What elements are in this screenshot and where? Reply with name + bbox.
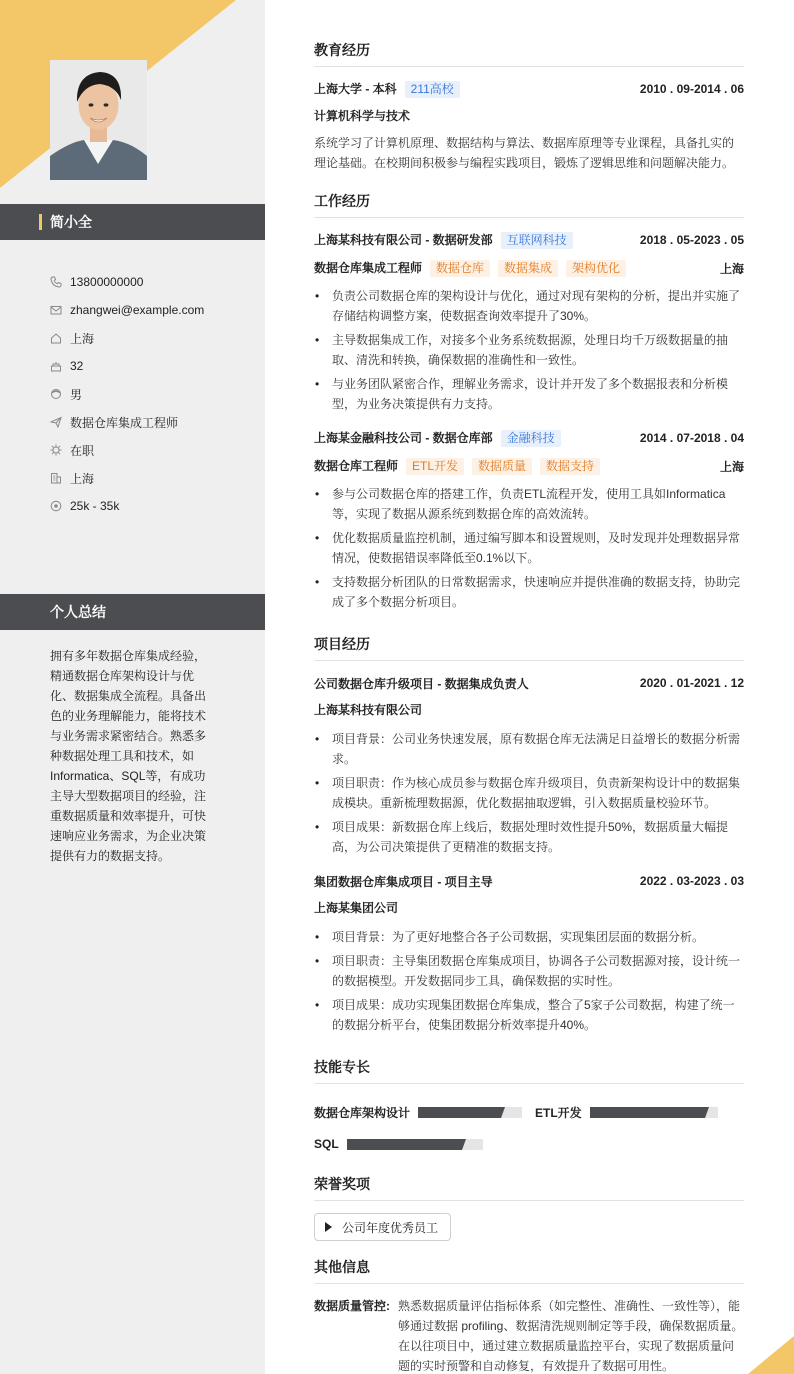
list-item: • 参与公司数据仓库的搭建工作，负责ETL流程开发，使用工具如Informatica等，实现了数据从源系统到数据仓库的高效流转。 xyxy=(314,484,744,524)
contact-phone xyxy=(50,268,250,296)
work-bullets xyxy=(314,484,744,612)
skill-bar xyxy=(347,1139,483,1150)
work-company: 上海某金融科技公司 - 数据仓库部 xyxy=(314,431,493,445)
work-role: 数据仓库集成工程师 xyxy=(314,261,423,275)
other-title: 其他信息 xyxy=(314,1257,744,1284)
contact-value: 32 xyxy=(70,359,84,373)
project-bullets xyxy=(314,729,744,857)
skills-list xyxy=(314,1096,744,1160)
work-role-row xyxy=(314,258,744,278)
project-bullets xyxy=(314,927,744,1035)
project-title: 项目经历 xyxy=(314,634,744,661)
mail-icon xyxy=(50,303,70,317)
education-major: 计算机科学与技术 xyxy=(314,109,411,123)
work-item xyxy=(314,428,744,612)
status-icon xyxy=(50,443,70,457)
other-section xyxy=(314,1257,744,1374)
skill-tag: 数据集成 xyxy=(498,260,558,277)
award-item xyxy=(314,1213,451,1241)
project-date: 2022 . 03-2023 . 03 xyxy=(639,874,744,888)
contact-position xyxy=(50,408,250,436)
skill-fill xyxy=(590,1107,705,1118)
school-tag: 211高校 xyxy=(405,81,460,98)
work-section xyxy=(314,191,744,612)
project-section xyxy=(314,634,744,1035)
work-header xyxy=(314,230,744,250)
work-date: 2014 . 07-2018 . 04 xyxy=(639,431,744,445)
main-content xyxy=(314,40,744,1374)
skills-section xyxy=(314,1057,744,1160)
summary-text: 拥有多年数据仓库集成经验，精通数据仓库架构设计与优化、数据集成全流程。具备出色的业务理解能力，能将技术与业务需求紧密结合。熟悉多种数据处理工具和技术，如Informatica、SQL等，有成功主导大型数据项目的经验，注重数据质量和效率提升，可快速响应业务需求，为企业决策提供有力的数据支持。 xyxy=(50,649,207,863)
corner-decoration-bottom xyxy=(748,1336,794,1374)
contact-city xyxy=(50,464,250,492)
contact-value: 男 xyxy=(70,387,83,402)
list-item: • 项目背景：为了更好地整合各子公司数据，实现集团层面的数据分析。 xyxy=(314,927,744,947)
work-header xyxy=(314,428,744,448)
work-industry-tag: 金融科技 xyxy=(501,430,561,447)
work-bullets xyxy=(314,286,744,414)
education-desc: 系统学习了计算机原理、数据结构与算法、数据库原理等专业课程，具备扎实的理论基础。在校期间积极参与编程实践项目，锻炼了逻辑思维和问题解决能力。 xyxy=(314,136,735,170)
contact-gender xyxy=(50,380,250,408)
school-name: 上海大学 - 本科 xyxy=(314,82,397,96)
list-item: • 项目成果：新数据仓库上线后，数据处理时效性提升50%，数据质量大幅提高，为公司决策提供了更精准的数据支持。 xyxy=(314,817,744,857)
skill-fill xyxy=(418,1107,501,1118)
skills-title: 技能专长 xyxy=(314,1057,744,1084)
gender-icon xyxy=(50,387,70,401)
other-label: 数据质量管控: xyxy=(314,1299,390,1313)
list-item: • 项目背景：公司业务快速发展，原有数据仓库无法满足日益增长的数据分析需求。 xyxy=(314,729,744,769)
list-item: • 支持数据分析团队的日常数据需求，快速响应并提供准确的数据支持，协助完成了多个数据分析项目。 xyxy=(314,572,744,612)
list-item: • 主导数据集成工作，对接多个业务系统数据源，处理日均千万级数据量的抽取、清洗和转换，确保数据的准确性和一致性。 xyxy=(314,330,744,370)
contact-status xyxy=(50,436,250,464)
name-bar xyxy=(0,204,265,240)
home-icon xyxy=(50,331,70,345)
list-item: • 项目职责：主导集团数据仓库集成项目，协调各子公司数据源对接，设计统一的数据模型。开发数据同步工具，确保数据的实时性。 xyxy=(314,951,744,991)
list-item: • 与业务团队紧密合作，理解业务需求，设计并开发了多个数据报表和分析模型，为业务决策提供有力支持。 xyxy=(314,374,744,414)
skill-fill xyxy=(347,1139,463,1150)
work-role-row xyxy=(314,456,744,476)
play-icon xyxy=(325,1222,332,1232)
project-org: 上海某集团公司 xyxy=(314,901,399,915)
skill-bar xyxy=(590,1107,718,1118)
contact-value: 上海 xyxy=(70,471,95,486)
name-accent-mark xyxy=(39,214,42,230)
contact-email xyxy=(50,296,250,324)
contact-value: 13800000000 xyxy=(70,275,144,289)
phone-icon xyxy=(50,275,70,289)
list-item: • 优化数据质量监控机制，通过编写脚本和设置规则，及时发现并处理数据异常情况，使数据错误率降低至0.1%以下。 xyxy=(314,528,744,568)
age-icon xyxy=(50,359,70,373)
education-section xyxy=(314,40,744,173)
skill-tag: ETL开发 xyxy=(406,458,464,475)
project-header xyxy=(314,673,744,693)
avatar xyxy=(50,60,147,180)
contact-value: 25k - 35k xyxy=(70,499,120,513)
candidate-name: 简小全 xyxy=(50,214,92,230)
work-industry-tag: 互联网科技 xyxy=(501,232,573,249)
project-item xyxy=(314,871,744,1035)
send-icon xyxy=(50,415,70,429)
project-header xyxy=(314,871,744,891)
building-icon xyxy=(50,471,70,485)
sidebar xyxy=(0,0,265,1374)
skill-tag: 架构优化 xyxy=(566,260,626,277)
skill-item xyxy=(314,1096,535,1128)
contact-value: 在职 xyxy=(70,443,95,458)
project-date: 2020 . 01-2021 . 12 xyxy=(639,676,744,690)
work-role: 数据仓库工程师 xyxy=(314,459,399,473)
list-item: • 项目成果：成功实现集团数据仓库集成，整合了5家子公司数据，构建了统一的数据分析平台，使集团数据分析效率提升40%。 xyxy=(314,995,744,1035)
other-row xyxy=(314,1296,744,1374)
work-city: 上海 xyxy=(719,261,744,276)
project-name: 公司数据仓库升级项目 - 数据集成负责人 xyxy=(314,676,529,691)
skill-bar xyxy=(418,1107,522,1118)
work-city: 上海 xyxy=(719,459,744,474)
education-date: 2010 . 09-2014 . 06 xyxy=(639,82,744,96)
skill-item xyxy=(314,1128,535,1160)
awards-section xyxy=(314,1174,744,1241)
project-item xyxy=(314,673,744,857)
education-header xyxy=(314,79,744,99)
list-item: • 项目职责：作为核心成员参与数据仓库升级项目，负责新架构设计中的数据集成模块。重新梳理数据源，优化数据抽取逻辑，引入数据质量校验环节。 xyxy=(314,773,744,813)
other-value: 熟悉数据质量评估指标体系（如完整性、准确性、一致性等），能够通过数据 profiling、数据清洗规则制定等手段，确保数据质量。在以往项目中，通过建立数据质量监控平台，实现了数据质量问题的实时预警和自动修复，有效提升了数据可用性。 xyxy=(398,1299,744,1373)
contact-value: zhangwei@example.com xyxy=(70,303,205,317)
contact-list xyxy=(50,268,250,520)
skill-tag: 数据仓库 xyxy=(430,260,490,277)
skill-item xyxy=(535,1096,718,1128)
skill-name: ETL开发 xyxy=(535,1105,582,1120)
salary-icon xyxy=(50,499,70,513)
project-org: 上海某科技有限公司 xyxy=(314,703,423,717)
award-label: 公司年度优秀员工 xyxy=(342,1220,439,1235)
work-date: 2018 . 05-2023 . 05 xyxy=(639,233,744,247)
contact-value: 数据仓库集成工程师 xyxy=(70,415,179,430)
awards-title: 荣誉奖项 xyxy=(314,1174,744,1201)
education-title: 教育经历 xyxy=(314,40,744,67)
skill-tag: 数据质量 xyxy=(472,458,532,475)
skill-tag: 数据支持 xyxy=(540,458,600,475)
work-title: 工作经历 xyxy=(314,191,744,218)
summary-title: 个人总结 xyxy=(0,594,265,630)
skill-name: SQL xyxy=(314,1137,339,1151)
contact-value: 上海 xyxy=(70,331,95,346)
skill-name: 数据仓库架构设计 xyxy=(314,1105,411,1120)
contact-age xyxy=(50,352,250,380)
work-item xyxy=(314,230,744,414)
contact-salary xyxy=(50,492,250,520)
list-item: • 负责公司数据仓库的架构设计与优化，通过对现有架构的分析，提出并实施了存储结构调整方案，使数据查询效率提升了30%。 xyxy=(314,286,744,326)
contact-home xyxy=(50,324,250,352)
project-name: 集团数据仓库集成项目 - 项目主导 xyxy=(314,874,493,889)
work-company: 上海某科技有限公司 - 数据研发部 xyxy=(314,233,493,247)
